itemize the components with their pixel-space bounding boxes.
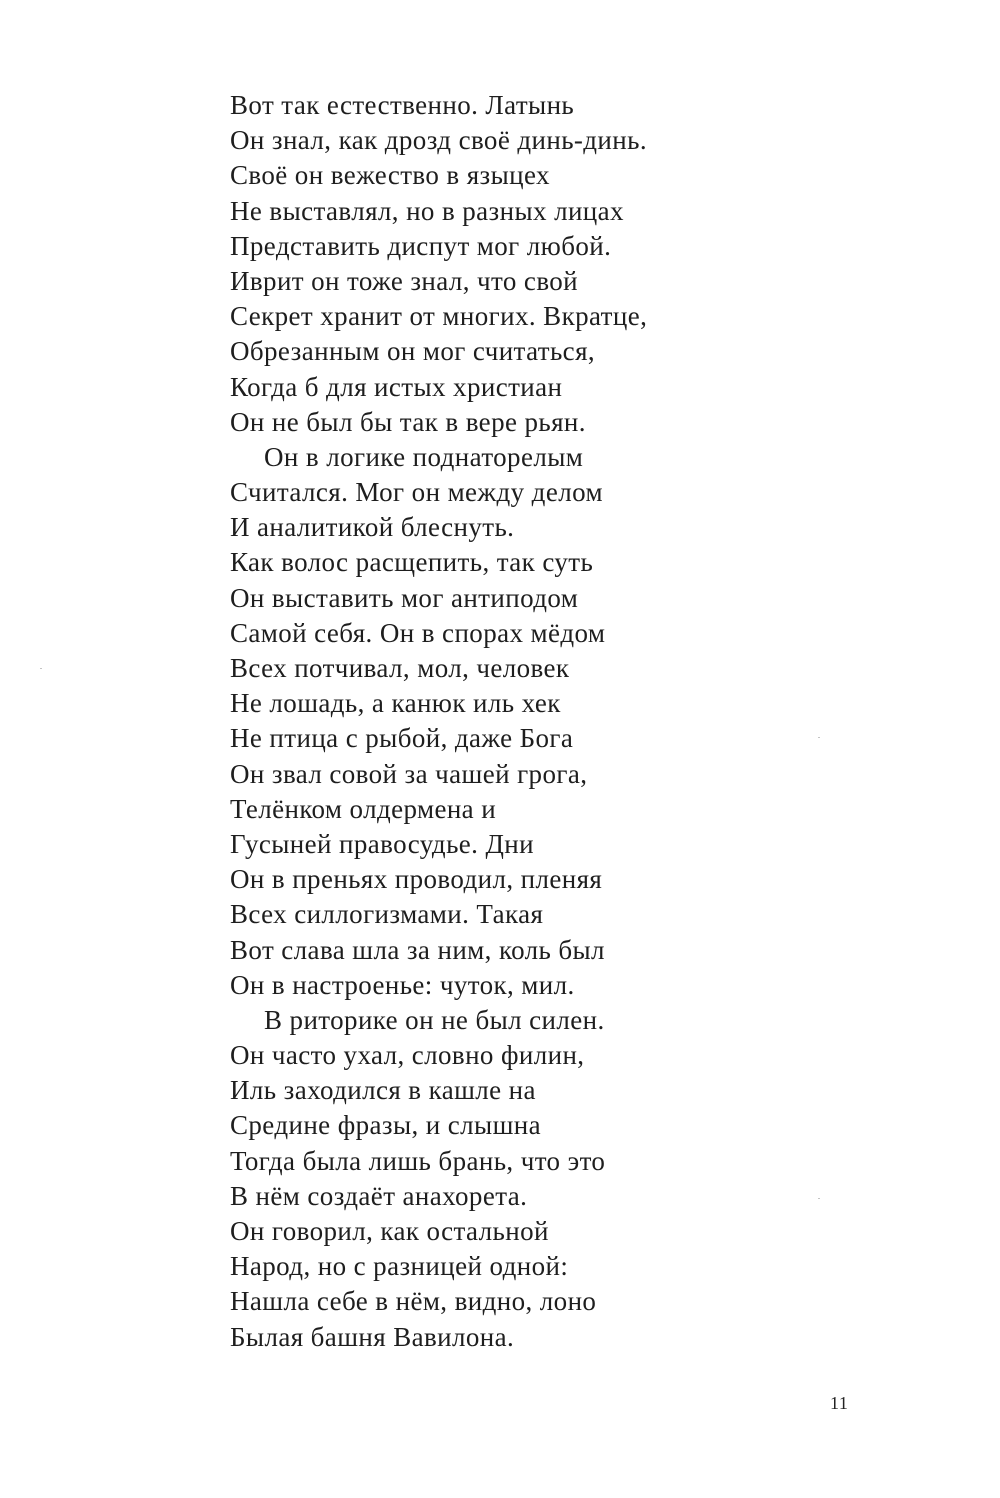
poem-line: Он говорил, как остальной <box>230 1216 549 1246</box>
poem-line: Он не был бы так в вере рьян. <box>230 406 586 437</box>
poem-line: Не выставлял, но в разных лицах <box>230 195 624 226</box>
poem-line: Он часто ухал, словно филин, <box>230 1040 585 1071</box>
poem-line: Представить диспут мог любой. <box>230 230 612 261</box>
poem-line: Былая башня Вавилона. <box>230 1321 515 1352</box>
poem-line: Средине фразы, и слышна <box>230 1110 542 1141</box>
poem-line: Он в настроенье: чуток, мил. <box>230 969 575 1000</box>
poem-line: Он звал совой за чашей грога, <box>230 758 588 789</box>
poem-line: Он знал, как дрозд своё динь-динь. <box>230 125 647 156</box>
poem-line: Он выставить мог антиподом <box>230 582 579 613</box>
poem-line: Секрет хранит от многих. Вкратце, <box>230 301 648 332</box>
poem-line: Когда б для истых христиан <box>230 371 563 402</box>
poem-line: Всех потчивал, мол, человек <box>230 653 570 683</box>
poem-line: Тогда была лишь брань, что это <box>230 1145 606 1176</box>
poem-line: Не лошадь, а канюк иль хек <box>230 688 561 719</box>
paper-speck <box>40 668 42 669</box>
poem-line: Телёнком олдермена и <box>230 793 497 824</box>
poem-line: Всех силлогизмами. Такая <box>230 899 544 930</box>
paper-speck <box>818 737 820 738</box>
poem-line: Гусыней правосудье. Дни <box>230 828 534 859</box>
poem-line: Обрезанным он мог считаться, <box>230 336 596 367</box>
poem-text <box>230 88 870 1355</box>
poem-line: Иль заходился в кашле на <box>230 1075 536 1106</box>
poem-line: Своё он вежество в языцех <box>230 160 550 191</box>
poem-line: Самой себя. Он в спорах мёдом <box>230 617 606 648</box>
poem-line: Он в преньях проводил, пленяя <box>230 864 603 895</box>
poem-line: Он в логике поднаторелым <box>264 441 584 472</box>
poem-line: В нём создаёт анахорета. <box>230 1180 528 1211</box>
poem-line: В риторике он не был силен. <box>264 1004 605 1035</box>
poem-line: Иврит он тоже знал, что свой <box>230 265 579 296</box>
poem-line: Считался. Мог он между делом <box>230 477 603 508</box>
poem-line: Вот так естественно. Латынь <box>230 90 575 120</box>
poem-line: Как волос расщепить, так суть <box>230 547 594 578</box>
poem-line: Вот слава шла за ним, коль был <box>230 934 605 965</box>
poem-line: Народ, но с разницей одной: <box>230 1251 569 1282</box>
poem-line: И аналитикой блеснуть. <box>230 512 515 543</box>
poem-line: Не птица с рыбой, даже Бога <box>230 723 574 754</box>
page-number: 11 <box>830 1393 849 1413</box>
paper-speck <box>818 1198 820 1199</box>
poem-line: Нашла себе в нём, видно, лоно <box>230 1286 597 1317</box>
